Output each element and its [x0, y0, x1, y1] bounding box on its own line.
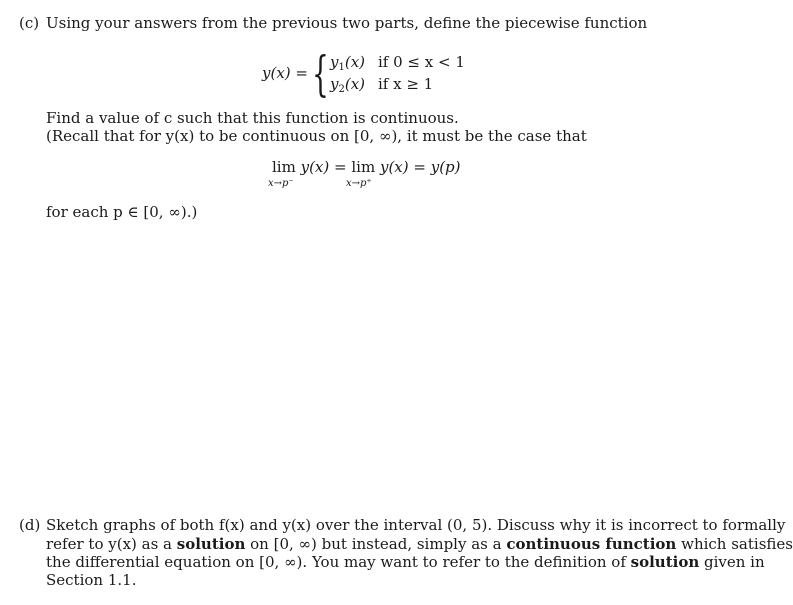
piecewise-case2-expr: $y_2(x)$ — [330, 75, 366, 95]
lim-right: lim — [351, 158, 376, 176]
part-d-line4: Section 1.1. — [46, 571, 137, 589]
for-each-text: for each p ∈ [0, ∞).) — [46, 203, 198, 221]
left-brace-icon: { — [312, 46, 329, 102]
recall-text: (Recall that for y(x) to be continuous on [0, ∞), it must be the case that — [46, 127, 587, 145]
piecewise-case1-condition: if 0 ≤ x < 1 — [378, 53, 465, 71]
limit-end: y(x) = y(p) — [379, 158, 461, 176]
part-d-label: (d) — [19, 516, 41, 534]
find-text: Find a value of c such that this function is continuous. — [46, 109, 459, 127]
lim-left-subscript: x→p⁻ — [268, 178, 294, 189]
part-d-line1: Sketch graphs of both f(x) and y(x) over the interval (0, 5). Discuss why it is incorrect to formally — [46, 516, 786, 534]
solution-bold-2: solution — [630, 553, 700, 571]
part-c-label: (c) — [19, 14, 40, 32]
part-c-intro: Using your answers from the previous two parts, define the piecewise function — [46, 14, 648, 32]
part-d-line3: the differential equation on [0, ∞). You may want to refer to the definition of solution given in — [46, 553, 765, 571]
piecewise-case1-expr: $y_1(x)$ — [330, 53, 366, 73]
continuous-function-bold: continuous function — [506, 535, 677, 553]
limit-equation — [272, 158, 461, 177]
piecewise-case2-condition: if x ≥ 1 — [378, 75, 434, 93]
solution-bold-1: solution — [176, 535, 246, 553]
piecewise-lhs: y(x) = — [262, 64, 308, 82]
limit-mid: y(x) = — [300, 158, 347, 176]
lim-right-subscript: x→p⁺ — [346, 178, 372, 189]
part-d-line2: refer to y(x) as a solution on [0, ∞) but instead, simply as a continuous function which satisfies — [46, 535, 793, 553]
lim-left: lim — [272, 158, 296, 176]
